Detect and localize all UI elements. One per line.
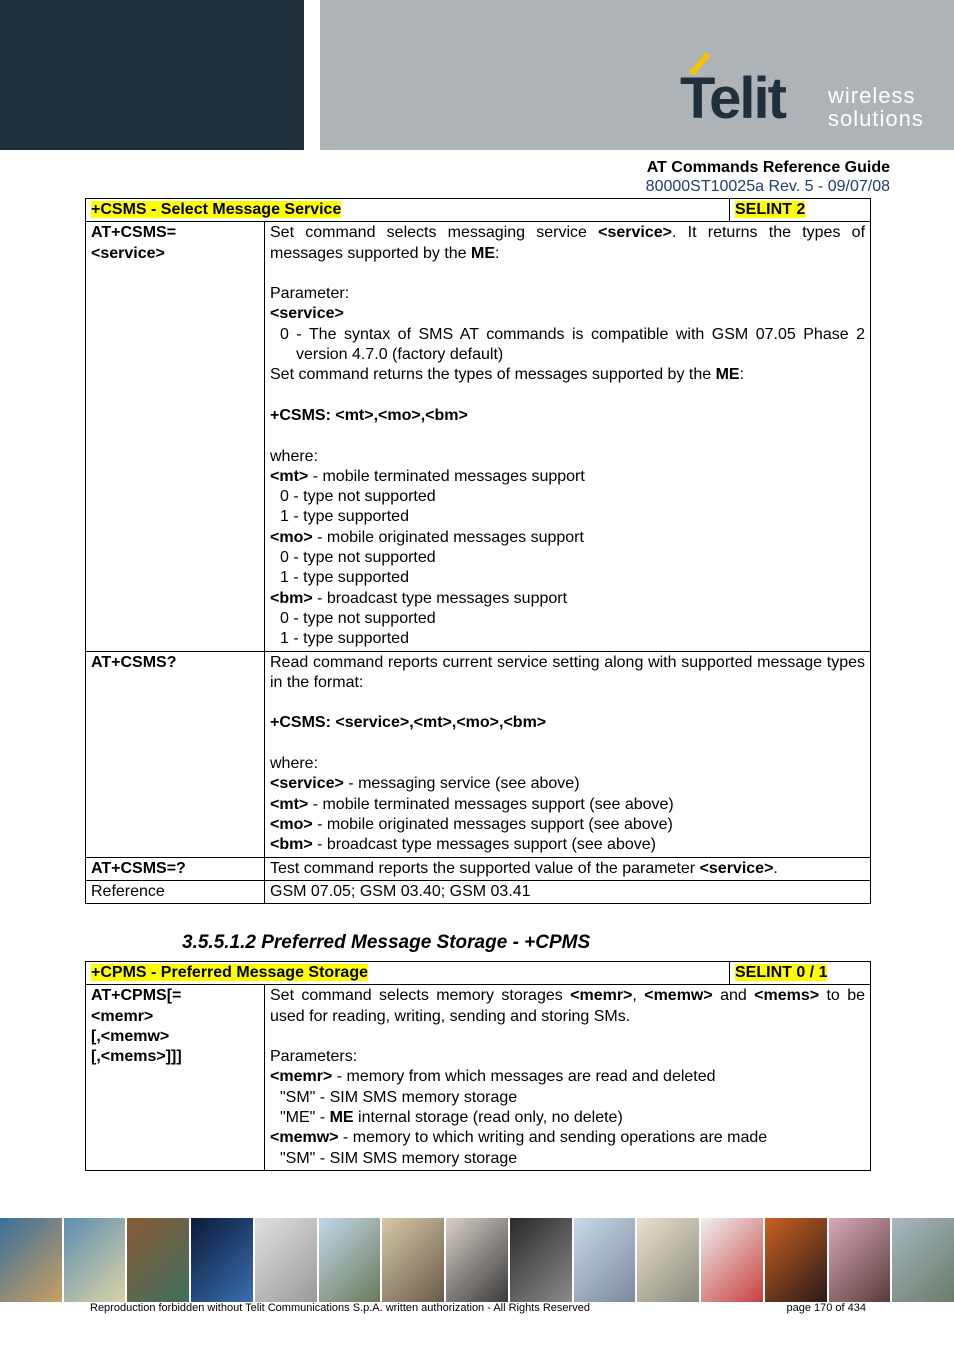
table-row (86, 222, 871, 651)
command-cell: AT+CPMS[= <memr> [,<memw> [,<mems>]]] (86, 985, 265, 1171)
footer-photo-banner (0, 1218, 954, 1302)
description-cell: Read command reports current service setting along with supported message types in the format: +CSMS: <service>,<mt>,<mo>,<bm> where: <service> - messaging service (see above) <mt> - mobile terminated messages support (see above) <mo> - mobile originated messages support (see above) <bm> - broadcast type messages support (see above) (265, 651, 871, 857)
header-dark-panel (0, 0, 304, 150)
banner-photo (701, 1218, 763, 1302)
telit-logo (676, 52, 936, 132)
section-title: Preferred Message Storage - +CPMS (261, 932, 591, 953)
banner-photo (255, 1218, 317, 1302)
banner-photo (191, 1218, 253, 1302)
banner-photo (637, 1218, 699, 1302)
cpms-table (85, 961, 871, 1171)
table-title: +CPMS - Preferred Message Storage (91, 964, 368, 981)
table-title: +CSMS - Select Message Service (91, 201, 342, 218)
document-revision: 80000ST10025a Rev. 5 - 09/07/08 (645, 178, 890, 195)
banner-photo (765, 1218, 827, 1302)
description-cell: Set command selects messaging service <service>. It returns the types of messages supported by the ME: Parameter: <service> 0 - The syntax of SMS AT commands is compatible with GSM 07.05 Phase 2 version 4.7.0 (factory default) Set command returns the types of messages supported by the ME: +CSMS: <mt>,<mo>,<bm> where: <mt> - mobile terminated messages support 0 - type not supported 1 - type supported <mo> - mobile originated messages support 0 - type not supported 1 - type supported <bm> - broadcast type messages support 0 - type not supported 1 - type supported (265, 222, 871, 651)
section-heading (182, 932, 590, 954)
banner-photo (319, 1218, 381, 1302)
logo-tagline-1: wireless (828, 83, 916, 108)
banner-photo (127, 1218, 189, 1302)
description-cell: Test command reports the supported value of the parameter <service>. (265, 857, 871, 880)
banner-photo (446, 1218, 508, 1302)
selint-badge: SELINT 0 / 1 (735, 964, 828, 981)
command-cell: AT+CSMS= <service> (86, 222, 265, 651)
description-cell: Set command selects memory storages <memr>, <memw> and <mems> to be used for reading, writing, sending and storing SMs. Parameters: <memr> - memory from which messages are read and deleted "SM" - SIM SMS memory storage "ME" - ME internal storage (read only, no delete) <memw> - memory to which writing and sending operations are made "SM" - SIM SMS memory storage (265, 985, 871, 1171)
page-number: page 170 of 434 (786, 1302, 866, 1314)
table-row (86, 857, 871, 880)
command-cell: AT+CSMS=? (86, 857, 265, 880)
section-number: 3.5.5.1.2 (182, 932, 256, 953)
table-header-row (86, 199, 871, 222)
table-header-row (86, 962, 871, 985)
banner-photo (64, 1218, 126, 1302)
banner-photo (382, 1218, 444, 1302)
reference-label: Reference (86, 880, 265, 903)
document-title: AT Commands Reference Guide (646, 159, 890, 176)
banner-photo (574, 1218, 636, 1302)
reference-value: GSM 07.05; GSM 03.40; GSM 03.41 (265, 880, 871, 903)
banner-photo (892, 1218, 954, 1302)
table-row (86, 651, 871, 857)
csms-table (85, 198, 871, 904)
table-row (86, 880, 871, 903)
banner-photo (510, 1218, 572, 1302)
copyright-notice: Reproduction forbidden without Telit Communications S.p.A. written authorization - All Rights Reserved (90, 1302, 590, 1314)
table-row (86, 985, 871, 1171)
banner-photo (829, 1218, 891, 1302)
selint-badge: SELINT 2 (735, 201, 806, 218)
banner-photo (0, 1218, 62, 1302)
page-footer (90, 1302, 866, 1314)
logo-brand: Telit (680, 66, 785, 131)
command-cell: AT+CSMS? (86, 651, 265, 857)
logo-tagline-2: solutions (828, 106, 924, 131)
